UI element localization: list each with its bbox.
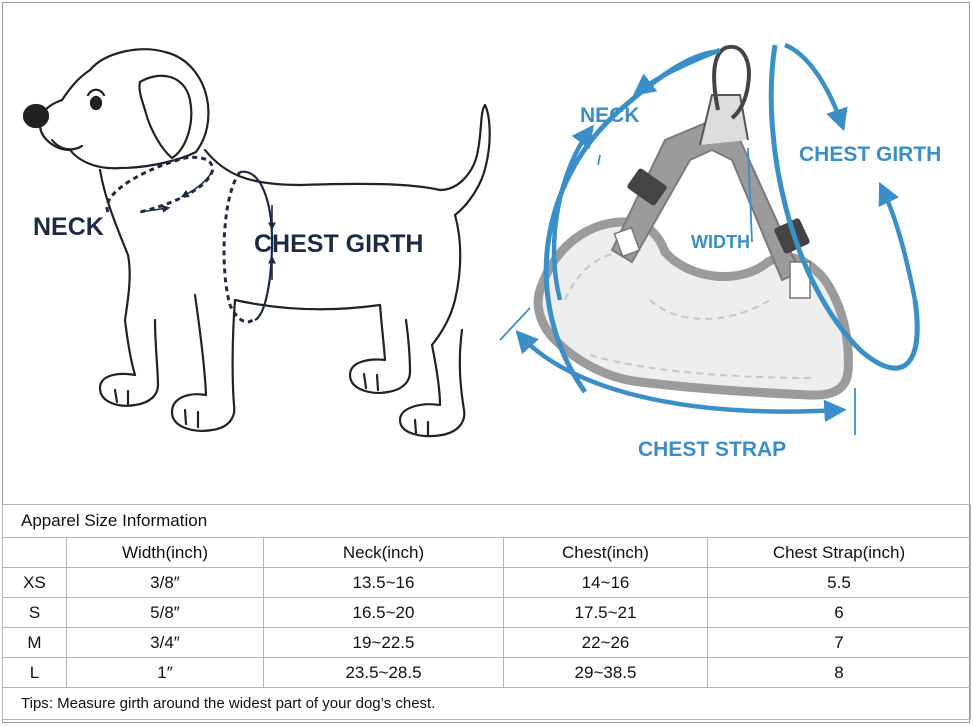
harness-chest-strap-label: CHEST STRAP — [638, 438, 787, 461]
table-row — [3, 598, 971, 628]
table-title-row — [3, 505, 971, 538]
table-row — [3, 658, 971, 688]
neck-cell: 23.5~28.5 — [264, 658, 504, 688]
chest-strap-cell: 7 — [708, 628, 971, 658]
neck-cell: 13.5~16 — [264, 568, 504, 598]
dog-chest-girth-label: CHEST GIRTH — [254, 230, 424, 258]
chest-cell: 22~26 — [504, 628, 708, 658]
header-cell: Chest Strap(inch) — [708, 538, 971, 568]
table-title: Apparel Size Information — [3, 505, 971, 538]
dog-neck-label: NECK — [33, 213, 104, 241]
table-header-row — [3, 538, 971, 568]
neck-cell: 19~22.5 — [264, 628, 504, 658]
chest-cell: 29~38.5 — [504, 658, 708, 688]
tips-text: Tips: Measure girth around the widest part of your dog’s chest. — [3, 688, 971, 720]
chest-strap-cell: 6 — [708, 598, 971, 628]
harness-body — [538, 47, 848, 395]
harness-chest-girth-label: CHEST GIRTH — [799, 143, 942, 166]
header-cell — [3, 538, 67, 568]
width-cell: 3/4″ — [67, 628, 264, 658]
width-cell: 1″ — [67, 658, 264, 688]
header-cell: Neck(inch) — [264, 538, 504, 568]
table-row — [3, 568, 971, 598]
harness-width-label: WIDTH — [691, 232, 750, 252]
chest-strap-cell: 5.5 — [708, 568, 971, 598]
table-row — [3, 628, 971, 658]
size-cell: L — [3, 658, 67, 688]
chest-strap-cell: 8 — [708, 658, 971, 688]
dog-neck-measure — [107, 157, 213, 212]
chest-cell: 14~16 — [504, 568, 708, 598]
width-cell: 3/8″ — [67, 568, 264, 598]
size-table — [2, 504, 971, 720]
size-cell: S — [3, 598, 67, 628]
size-cell: M — [3, 628, 67, 658]
size-cell: XS — [3, 568, 67, 598]
neck-cell: 16.5~20 — [264, 598, 504, 628]
width-cell: 5/8″ — [67, 598, 264, 628]
leash-ring-strap — [700, 95, 748, 145]
header-cell: Chest(inch) — [504, 538, 708, 568]
table-tips-row — [3, 688, 971, 720]
harness-neck-label: NECK — [580, 104, 640, 127]
chest-cell: 17.5~21 — [504, 598, 708, 628]
header-cell: Width(inch) — [67, 538, 264, 568]
